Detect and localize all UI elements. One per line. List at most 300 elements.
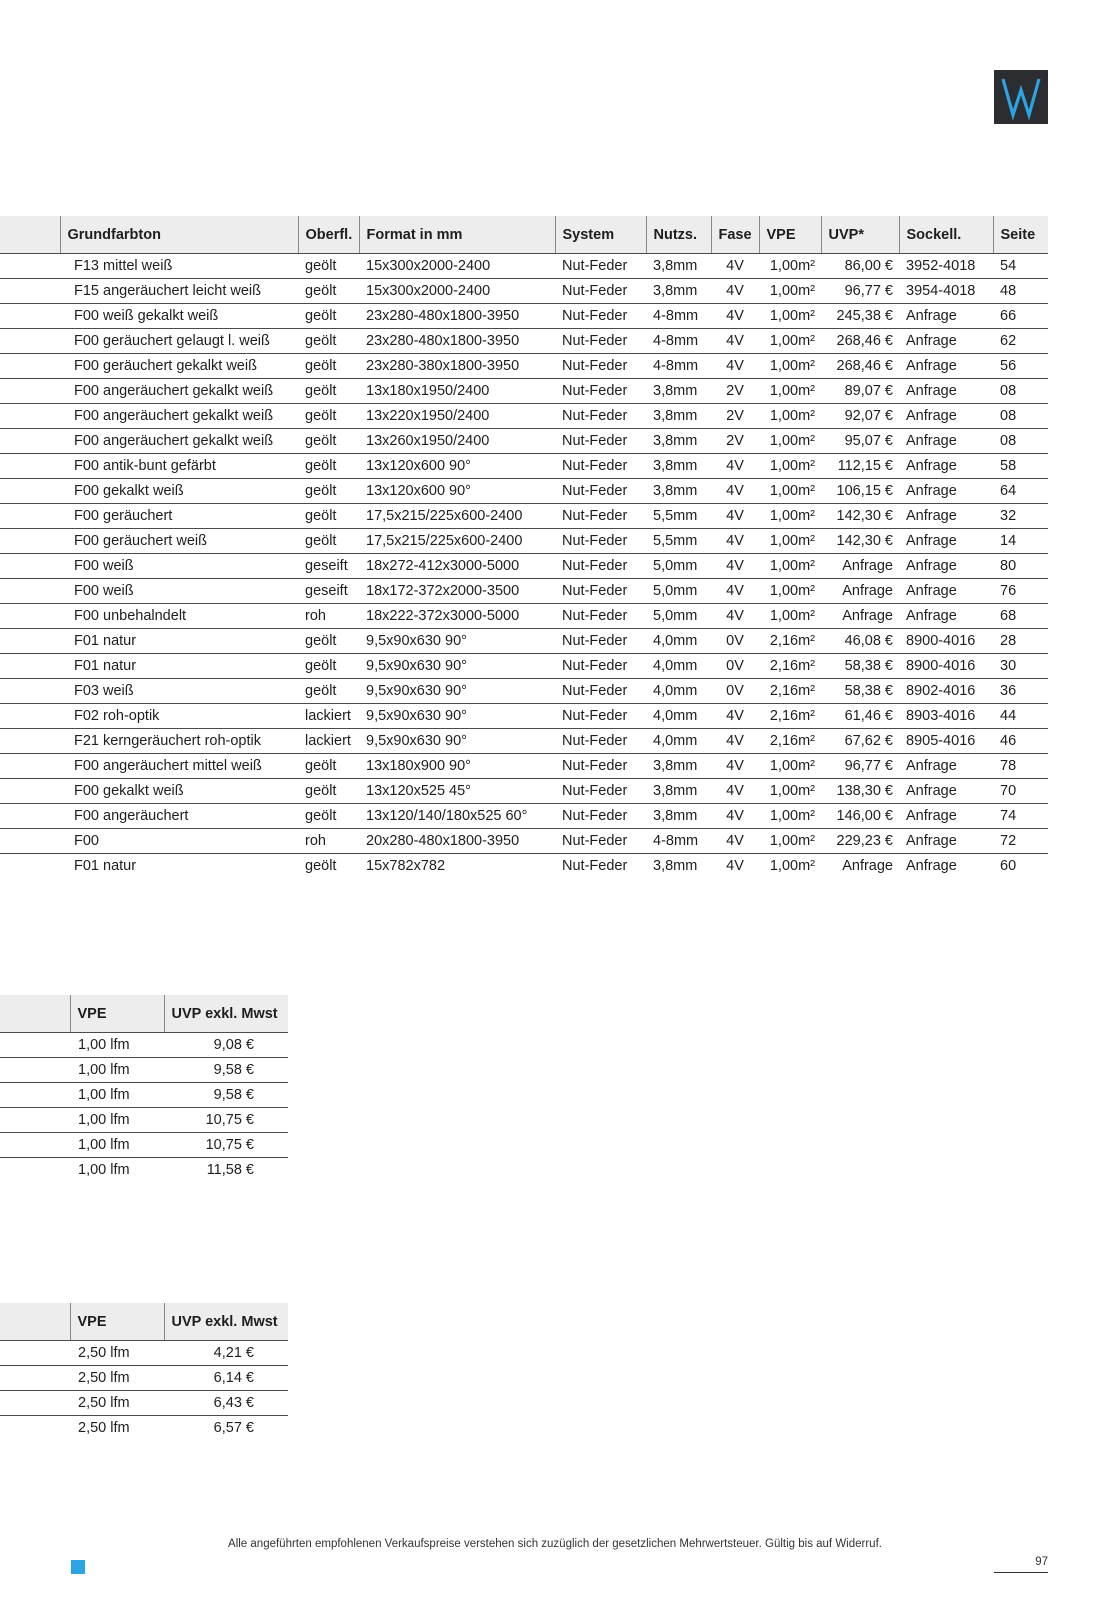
cell-system: Nut-Feder <box>555 629 646 654</box>
cell-seite: 48 <box>993 279 1048 304</box>
cell-sockelleiste: Anfrage <box>899 579 993 604</box>
header-oberflaeche: Oberfl. <box>298 216 359 254</box>
cell-oberflaeche: geölt <box>298 754 359 779</box>
table-row <box>0 304 1048 329</box>
cell-nutzschicht: 3,8mm <box>646 804 711 829</box>
header-uvp-exkl-mwst: UVP exkl. Mwst <box>164 995 288 1033</box>
cell-format: 20x280-480x1800-3950 <box>359 829 555 854</box>
cell-uvp-exkl-mwst: 6,14 € <box>164 1366 288 1391</box>
cell-uvp: Anfrage <box>821 604 899 629</box>
cell-uvp: 106,15 € <box>821 479 899 504</box>
cell-fase: 0V <box>711 679 759 704</box>
cell-vpe: 1,00m² <box>759 379 821 404</box>
cell-format: 17,5x215/225x600-2400 <box>359 504 555 529</box>
row-spacer <box>0 254 60 279</box>
cell-system: Nut-Feder <box>555 279 646 304</box>
cell-fase: 4V <box>711 579 759 604</box>
cell-fase: 0V <box>711 629 759 654</box>
cell-oberflaeche: geölt <box>298 529 359 554</box>
cell-seite: 44 <box>993 704 1048 729</box>
table-row <box>0 779 1048 804</box>
cell-system: Nut-Feder <box>555 329 646 354</box>
table-row <box>0 1083 288 1108</box>
accessory-price-table-1 <box>0 995 288 1182</box>
cell-uvp: 229,23 € <box>821 829 899 854</box>
cell-oberflaeche: geölt <box>298 629 359 654</box>
table-row <box>0 704 1048 729</box>
cell-grundfarbton: F00 gekalkt weiß <box>60 779 298 804</box>
table-row <box>0 254 1048 279</box>
cell-vpe: 1,00 lfm <box>70 1033 164 1058</box>
table-row <box>0 329 1048 354</box>
cell-oberflaeche: geölt <box>298 354 359 379</box>
cell-grundfarbton: F00 gekalkt weiß <box>60 479 298 504</box>
header-vpe: VPE <box>70 1303 164 1341</box>
cell-format: 23x280-480x1800-3950 <box>359 329 555 354</box>
cell-oberflaeche: geölt <box>298 254 359 279</box>
cell-grundfarbton: F01 natur <box>74 858 137 874</box>
row-spacer <box>0 479 60 504</box>
cell-format: 15x782x782 <box>366 858 446 874</box>
cell-sockelleiste: 8900-4016 <box>899 654 993 679</box>
row-spacer <box>0 379 60 404</box>
cell-nutzschicht: 3,8mm <box>653 858 698 874</box>
cell-vpe: 1,00m² <box>759 604 821 629</box>
cell-grundfarbton: F01 natur <box>60 629 298 654</box>
cell-format: 9,5x90x630 90° <box>359 654 555 679</box>
cell-nutzschicht: 3,8mm <box>646 279 711 304</box>
cell-seite: 36 <box>993 679 1048 704</box>
cell-system: Nut-Feder <box>555 429 646 454</box>
table-row <box>0 729 1048 754</box>
row-spacer <box>0 279 60 304</box>
cell-sockelleiste: Anfrage <box>899 779 993 804</box>
row-spacer <box>0 579 60 604</box>
cell-sockelleiste: Anfrage <box>899 329 993 354</box>
cell-grundfarbton: F00 weiß <box>60 579 298 604</box>
cell-sockelleiste: Anfrage <box>899 454 993 479</box>
table-row <box>0 1391 288 1416</box>
cell-seite: 08 <box>993 429 1048 454</box>
product-table <box>0 216 1048 878</box>
table-row <box>0 529 1048 554</box>
cell-seite: 30 <box>993 654 1048 679</box>
cell-vpe: 2,16m² <box>759 679 821 704</box>
cell-nutzschicht: 4-8mm <box>646 829 711 854</box>
cell-fase: 4V <box>711 329 759 354</box>
cell-uvp-exkl-mwst: 11,58 € <box>206 1162 254 1178</box>
cell-seite: 14 <box>993 529 1048 554</box>
cell-uvp-exkl-mwst: 10,75 € <box>164 1133 288 1158</box>
cell-format: 9,5x90x630 90° <box>359 729 555 754</box>
cell-uvp: 146,00 € <box>821 804 899 829</box>
table-header-row <box>0 216 1048 254</box>
cell-uvp: 92,07 € <box>821 404 899 429</box>
row-spacer <box>0 454 60 479</box>
row-spacer <box>0 754 60 779</box>
cell-uvp: 58,38 € <box>821 679 899 704</box>
cell-seite: 70 <box>993 779 1048 804</box>
cell-fase: 4V <box>711 254 759 279</box>
header-uvp-exkl-mwst: UVP exkl. Mwst <box>164 1303 288 1341</box>
cell-uvp: 138,30 € <box>821 779 899 804</box>
cell-seite: 78 <box>993 754 1048 779</box>
cell-grundfarbton: F00 unbehalndelt <box>60 604 298 629</box>
cell-vpe: 1,00m² <box>759 454 821 479</box>
cell-vpe: 2,16m² <box>759 704 821 729</box>
cell-vpe: 2,16m² <box>759 629 821 654</box>
cell-uvp: 89,07 € <box>821 379 899 404</box>
row-spacer <box>0 1033 70 1058</box>
cell-grundfarbton: F00 angeräuchert mittel weiß <box>60 754 298 779</box>
cell-format: 23x280-380x1800-3950 <box>359 354 555 379</box>
cell-sockelleiste: 3954-4018 <box>899 279 993 304</box>
cell-uvp: 46,08 € <box>821 629 899 654</box>
cell-vpe: 1,00m² <box>769 858 815 874</box>
cell-oberflaeche: geölt <box>298 679 359 704</box>
table-row <box>0 604 1048 629</box>
cell-fase: 4V <box>711 829 759 854</box>
row-spacer <box>0 829 60 854</box>
cell-fase: 4V <box>711 704 759 729</box>
cell-vpe: 1,00 lfm <box>78 1162 130 1178</box>
header-vpe: VPE <box>70 995 164 1033</box>
cell-uvp: 268,46 € <box>821 354 899 379</box>
cell-oberflaeche: geseift <box>298 579 359 604</box>
row-spacer <box>0 679 60 704</box>
cell-vpe: 1,00 lfm <box>70 1058 164 1083</box>
row-spacer <box>0 629 60 654</box>
cell-uvp-exkl-mwst: 10,75 € <box>164 1108 288 1133</box>
cell-vpe: 1,00m² <box>759 754 821 779</box>
cell-vpe: 2,50 lfm <box>70 1391 164 1416</box>
cell-sockelleiste: Anfrage <box>899 754 993 779</box>
cell-nutzschicht: 4-8mm <box>646 304 711 329</box>
cell-format: 9,5x90x630 90° <box>359 679 555 704</box>
cell-vpe: 1,00 lfm <box>70 1108 164 1133</box>
row-spacer <box>0 654 60 679</box>
cell-seite: 76 <box>993 579 1048 604</box>
cell-fase: 4V <box>711 354 759 379</box>
cell-oberflaeche: geölt <box>298 379 359 404</box>
cell-oberflaeche: roh <box>298 829 359 854</box>
cell-seite: 60 <box>1000 858 1017 874</box>
header-cell <box>0 216 60 254</box>
cell-sockelleiste: Anfrage <box>899 379 993 404</box>
cell-fase: 4V <box>711 779 759 804</box>
header-system: System <box>555 216 646 254</box>
table-header-row <box>0 995 288 1033</box>
cell-grundfarbton: F00 antik-bunt gefärbt <box>60 454 298 479</box>
cell-vpe: 1,00m² <box>759 554 821 579</box>
cell-system: Nut-Feder <box>555 579 646 604</box>
row-spacer <box>0 729 60 754</box>
cell-seite: 08 <box>993 404 1048 429</box>
cell-fase: 2V <box>711 429 759 454</box>
cell-grundfarbton: F00 weiß <box>60 554 298 579</box>
table-row <box>0 504 1048 529</box>
cell-vpe: 1,00m² <box>759 829 821 854</box>
cell-vpe: 1,00m² <box>759 304 821 329</box>
cell-system: Nut-Feder <box>555 379 646 404</box>
cell-format: 13x260x1950/2400 <box>359 429 555 454</box>
cell-grundfarbton: F02 roh-optik <box>60 704 298 729</box>
cell-uvp: 245,38 € <box>821 304 899 329</box>
cell-grundfarbton: F00 angeräuchert gekalkt weiß <box>60 379 298 404</box>
table-row <box>0 829 1048 854</box>
cell-nutzschicht: 3,8mm <box>646 754 711 779</box>
cell-uvp: 67,62 € <box>821 729 899 754</box>
cell-seite: 72 <box>993 829 1048 854</box>
table-row <box>0 279 1048 304</box>
cell-vpe: 2,16m² <box>759 654 821 679</box>
cell-fase: 4V <box>711 804 759 829</box>
cell-oberflaeche: geölt <box>298 404 359 429</box>
cell-sockelleiste: 3952-4018 <box>899 254 993 279</box>
table-row <box>0 629 1048 654</box>
cell-grundfarbton: F21 kerngeräuchert roh-optik <box>60 729 298 754</box>
cell-grundfarbton: F00 <box>60 829 298 854</box>
cell-grundfarbton: F00 angeräuchert <box>60 804 298 829</box>
row-spacer <box>0 329 60 354</box>
cell-oberflaeche: geölt <box>298 479 359 504</box>
table-row <box>0 804 1048 829</box>
cell-vpe: 1,00m² <box>759 254 821 279</box>
cell-system: Nut-Feder <box>555 754 646 779</box>
table-row <box>0 1416 288 1441</box>
cell-fase: 4V <box>711 529 759 554</box>
cell-grundfarbton: F01 natur <box>60 654 298 679</box>
cell-seite: 62 <box>993 329 1048 354</box>
cell-grundfarbton: F00 geräuchert <box>60 504 298 529</box>
cell-uvp-exkl-mwst: 9,58 € <box>164 1058 288 1083</box>
cell-oberflaeche: geölt <box>298 654 359 679</box>
cell-vpe: 1,00m² <box>759 329 821 354</box>
cell-sockelleiste: Anfrage <box>899 804 993 829</box>
table-row <box>0 854 1048 879</box>
cell-fase: 2V <box>711 379 759 404</box>
header-seite: Seite <box>993 216 1048 254</box>
row-spacer <box>0 1133 70 1158</box>
cell-vpe: 1,00m² <box>759 479 821 504</box>
cell-grundfarbton: F00 angeräuchert gekalkt weiß <box>60 429 298 454</box>
cell-system: Nut-Feder <box>555 454 646 479</box>
cell-nutzschicht: 5,5mm <box>646 504 711 529</box>
page-number: 97 <box>994 1556 1048 1573</box>
cell-vpe: 1,00m² <box>759 279 821 304</box>
cell-nutzschicht: 3,8mm <box>646 779 711 804</box>
cell-oberflaeche: geölt <box>298 304 359 329</box>
cell-nutzschicht: 3,8mm <box>646 454 711 479</box>
cell-seite: 68 <box>993 604 1048 629</box>
row-spacer <box>0 779 60 804</box>
header-uvp: UVP* <box>821 216 899 254</box>
table-row <box>0 429 1048 454</box>
cell-system: Nut-Feder <box>555 404 646 429</box>
table-row <box>0 354 1048 379</box>
cell-vpe: 1,00m² <box>759 529 821 554</box>
cell-format: 13x220x1950/2400 <box>359 404 555 429</box>
cell-oberflaeche: lackiert <box>298 704 359 729</box>
header-format: Format in mm <box>359 216 555 254</box>
cell-format: 13x120x600 90° <box>359 479 555 504</box>
cell-nutzschicht: 4-8mm <box>646 329 711 354</box>
cell-seite: 74 <box>993 804 1048 829</box>
cell-uvp: 142,30 € <box>821 504 899 529</box>
cell-system: Nut-Feder <box>555 679 646 704</box>
cell-uvp: 95,07 € <box>821 429 899 454</box>
cell-format: 17,5x215/225x600-2400 <box>359 529 555 554</box>
cell-format: 13x120x525 45° <box>359 779 555 804</box>
cell-oberflaeche: geölt <box>298 454 359 479</box>
cell-sockelleiste: Anfrage <box>899 354 993 379</box>
cell-seite: 58 <box>993 454 1048 479</box>
cell-grundfarbton: F15 angeräuchert leicht weiß <box>60 279 298 304</box>
row-spacer <box>0 404 60 429</box>
row-spacer <box>0 1391 70 1416</box>
cell-format: 13x120x600 90° <box>359 454 555 479</box>
cell-vpe: 1,00m² <box>759 804 821 829</box>
table-row <box>0 1158 288 1183</box>
cell-oberflaeche: geölt <box>298 429 359 454</box>
row-spacer <box>0 1341 70 1366</box>
row-spacer <box>0 1158 70 1183</box>
cell-vpe: 2,50 lfm <box>78 1420 130 1436</box>
cell-sockelleiste: Anfrage <box>899 429 993 454</box>
cell-uvp-exkl-mwst: 9,08 € <box>164 1033 288 1058</box>
cell-format: 15x300x2000-2400 <box>359 279 555 304</box>
cell-uvp: 61,46 € <box>821 704 899 729</box>
cell-oberflaeche: geölt <box>298 504 359 529</box>
cell-fase: 4V <box>711 304 759 329</box>
cell-seite: 32 <box>993 504 1048 529</box>
header-cell <box>0 995 70 1033</box>
header-cell <box>0 1303 70 1341</box>
cell-sockelleiste: Anfrage <box>899 479 993 504</box>
cell-fase: 0V <box>711 654 759 679</box>
cell-oberflaeche: lackiert <box>298 729 359 754</box>
row-spacer <box>0 1366 70 1391</box>
table-row <box>0 754 1048 779</box>
cell-nutzschicht: 3,8mm <box>646 404 711 429</box>
cell-seite: 56 <box>993 354 1048 379</box>
cell-oberflaeche: geölt <box>298 329 359 354</box>
cell-sockelleiste: 8903-4016 <box>899 704 993 729</box>
cell-system: Nut-Feder <box>555 504 646 529</box>
header-fase: Fase <box>711 216 759 254</box>
cell-format: 18x272-412x3000-5000 <box>359 554 555 579</box>
row-spacer <box>0 429 60 454</box>
table-header-row <box>0 1303 288 1341</box>
cell-uvp: 268,46 € <box>821 329 899 354</box>
cell-uvp: 86,00 € <box>821 254 899 279</box>
cell-uvp-exkl-mwst: 4,21 € <box>164 1341 288 1366</box>
cell-nutzschicht: 4,0mm <box>646 679 711 704</box>
cell-grundfarbton: F13 mittel weiß <box>60 254 298 279</box>
row-spacer <box>0 704 60 729</box>
header-nutzschicht: Nutzs. <box>646 216 711 254</box>
cell-oberflaeche: geölt <box>305 858 337 874</box>
table-row <box>0 679 1048 704</box>
cell-uvp: Anfrage <box>842 858 893 874</box>
cell-vpe: 1,00m² <box>759 579 821 604</box>
cell-oberflaeche: roh <box>298 604 359 629</box>
cell-fase: 4V <box>711 754 759 779</box>
cell-nutzschicht: 3,8mm <box>646 429 711 454</box>
cell-vpe: 2,16m² <box>759 729 821 754</box>
cell-system: Nut-Feder <box>555 529 646 554</box>
row-spacer <box>0 504 60 529</box>
cell-system: Nut-Feder <box>555 304 646 329</box>
cell-fase: 4V <box>711 454 759 479</box>
cell-vpe: 1,00m² <box>759 354 821 379</box>
cell-sockelleiste: 8902-4016 <box>899 679 993 704</box>
cell-system: Nut-Feder <box>555 654 646 679</box>
row-spacer <box>0 604 60 629</box>
cell-system: Nut-Feder <box>555 479 646 504</box>
table-row <box>0 404 1048 429</box>
cell-system: Nut-Feder <box>562 858 628 874</box>
cell-fase: 2V <box>711 404 759 429</box>
price-footnote: Alle angeführten empfohlenen Verkaufspreise verstehen sich zuzüglich der gesetzlichen Mehrwertsteuer. Gültig bis auf Widerruf. <box>228 1538 882 1550</box>
cell-system: Nut-Feder <box>555 254 646 279</box>
table-row <box>0 1108 288 1133</box>
cell-uvp: Anfrage <box>821 554 899 579</box>
row-spacer <box>0 1416 70 1441</box>
cell-fase: 4V <box>711 479 759 504</box>
cell-nutzschicht: 3,8mm <box>646 254 711 279</box>
cell-fase: 4V <box>711 729 759 754</box>
cell-nutzschicht: 3,8mm <box>646 479 711 504</box>
cell-sockelleiste: 8900-4016 <box>899 629 993 654</box>
cell-sockelleiste: Anfrage <box>899 829 993 854</box>
cell-seite: 54 <box>993 254 1048 279</box>
cell-oberflaeche: geölt <box>298 279 359 304</box>
cell-format: 13x180x900 90° <box>359 754 555 779</box>
cell-vpe: 1,00 lfm <box>70 1083 164 1108</box>
row-spacer <box>0 804 60 829</box>
cell-nutzschicht: 5,5mm <box>646 529 711 554</box>
cell-nutzschicht: 4,0mm <box>646 729 711 754</box>
cell-sockelleiste: Anfrage <box>899 404 993 429</box>
cell-nutzschicht: 5,0mm <box>646 604 711 629</box>
cell-format: 15x300x2000-2400 <box>359 254 555 279</box>
cell-uvp-exkl-mwst: 9,58 € <box>164 1083 288 1108</box>
cell-vpe: 1,00m² <box>759 504 821 529</box>
cell-grundfarbton: F00 geräuchert gekalkt weiß <box>60 354 298 379</box>
table-row <box>0 1366 288 1391</box>
cell-fase: 4V <box>711 604 759 629</box>
cell-system: Nut-Feder <box>555 729 646 754</box>
cell-grundfarbton: F00 geräuchert weiß <box>60 529 298 554</box>
cell-system: Nut-Feder <box>555 604 646 629</box>
cell-uvp: 96,77 € <box>821 279 899 304</box>
cell-oberflaeche: geölt <box>298 804 359 829</box>
cell-nutzschicht: 4-8mm <box>646 354 711 379</box>
cell-nutzschicht: 5,0mm <box>646 554 711 579</box>
cell-nutzschicht: 4,0mm <box>646 704 711 729</box>
cell-oberflaeche: geseift <box>298 554 359 579</box>
cell-nutzschicht: 5,0mm <box>646 579 711 604</box>
cell-system: Nut-Feder <box>555 804 646 829</box>
cell-fase: 4V <box>711 504 759 529</box>
row-spacer <box>0 1108 70 1133</box>
row-spacer <box>0 554 60 579</box>
table-row <box>0 1341 288 1366</box>
table-row <box>0 654 1048 679</box>
cell-nutzschicht: 4,0mm <box>646 629 711 654</box>
cell-fase: 4V <box>726 858 744 874</box>
